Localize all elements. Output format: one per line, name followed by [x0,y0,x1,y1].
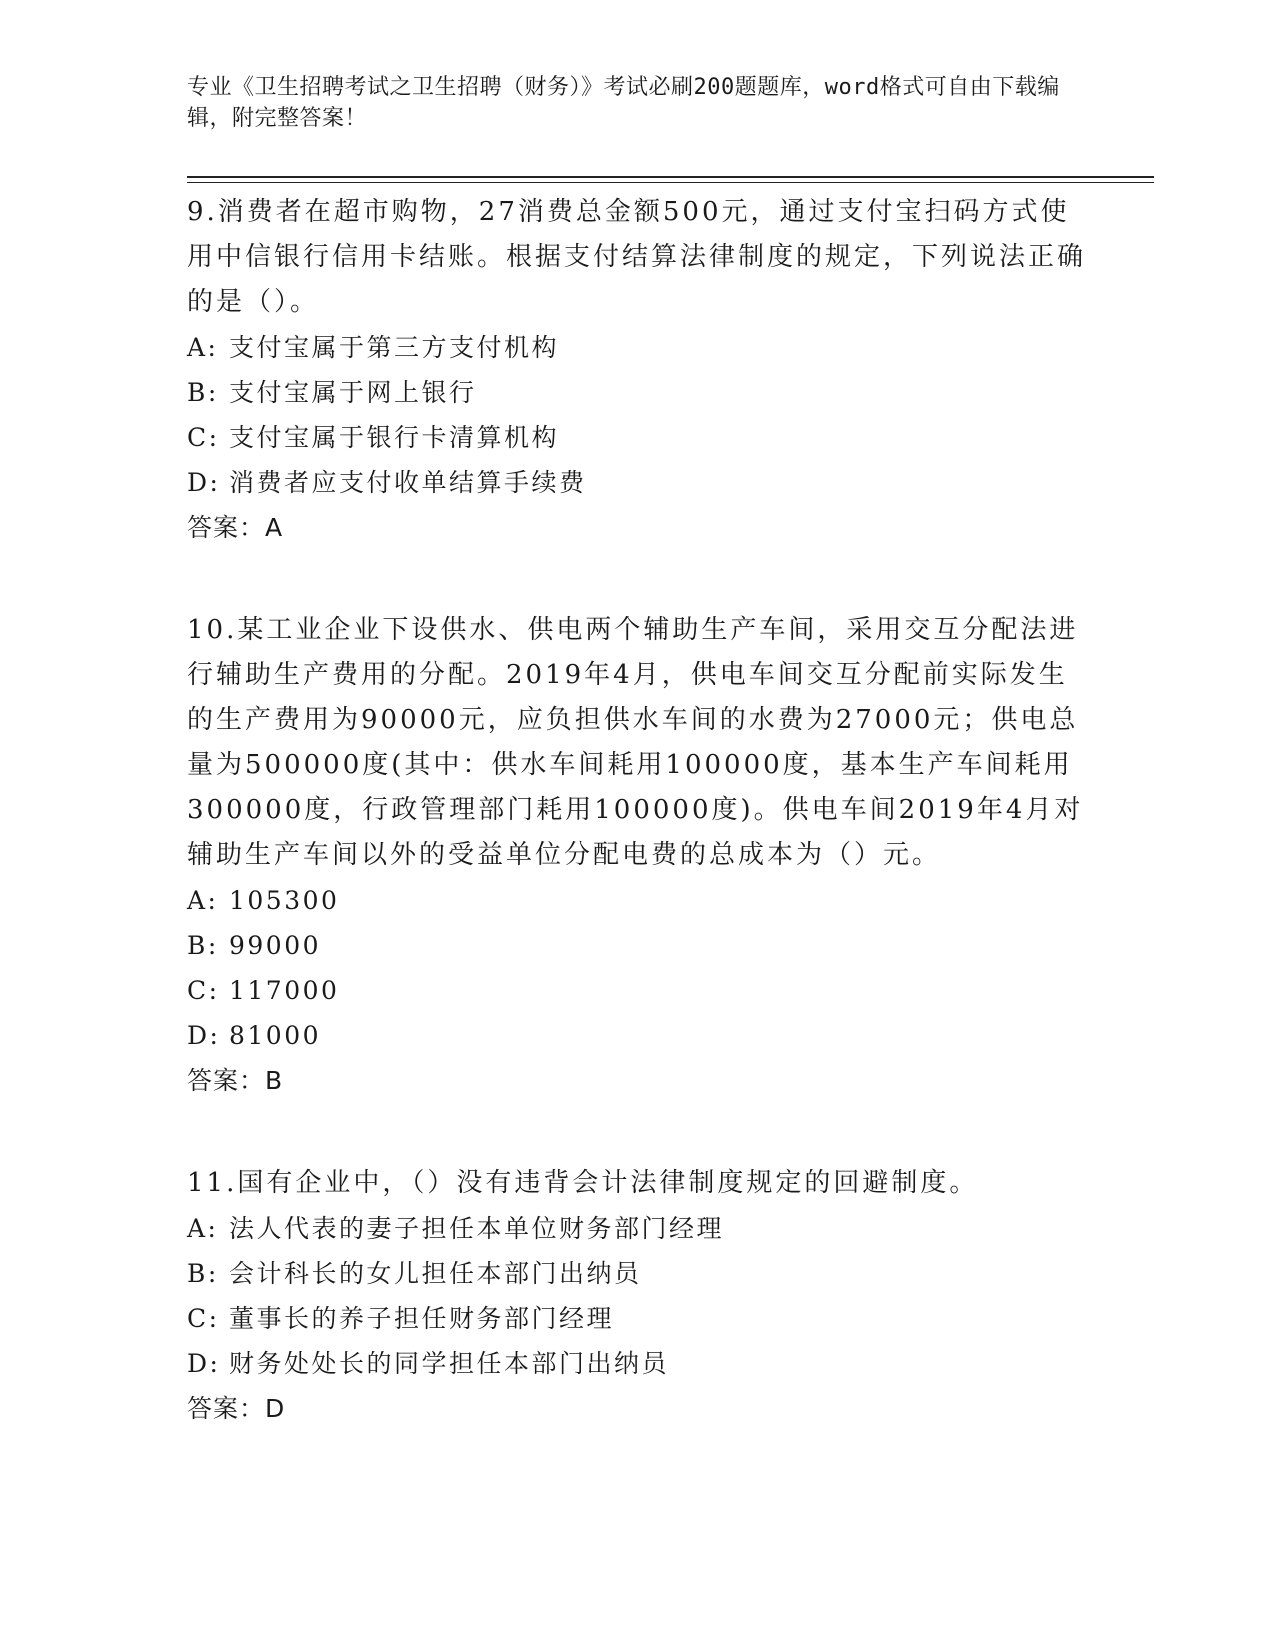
option-a [187,325,1087,370]
option-c [187,415,1087,460]
question-10 [187,608,1087,1103]
option-text: 董事长的养子担任财务部门经理 [229,1304,615,1333]
option-d [187,1341,1087,1386]
option-b [187,370,1087,415]
option-text: 支付宝属于第三方支付机构 [229,333,560,362]
option-key: A: [187,886,219,915]
option-text: 81000 [229,1021,322,1050]
header-rule-thin [187,182,1154,183]
option-text: 财务处处长的同学担任本部门出纳员 [229,1349,670,1378]
option-key: A: [187,1214,219,1243]
option-key: C: [187,1304,220,1333]
question-stem: 11.国有企业中，（）没有违背会计法律制度规定的回避制度。 [187,1168,979,1198]
option-a [187,878,1087,923]
option-d [187,1013,1087,1058]
answer-line: 答案：A [187,513,284,542]
option-text: 支付宝属于网上银行 [229,378,477,407]
option-text: 99000 [229,931,322,960]
option-a [187,1206,1087,1251]
answer-line: 答案：B [187,1066,284,1095]
answer-line: 答案：D [187,1394,286,1423]
option-text: 会计科长的女儿担任本部门出纳员 [229,1259,642,1288]
question-list [187,190,1087,1489]
document-header: 专业《卫生招聘考试之卫生招聘（财务）》考试必刷200题题库，word格式可自由下载编辑，附完整答案！ [187,75,1060,131]
option-text: 105300 [229,886,340,915]
option-key: D: [187,1021,221,1050]
option-d [187,460,1087,505]
option-key: A: [187,333,219,362]
question-stem: 9.消费者在超市购物，27消费总金额500元，通过支付宝扫码方式使用中信银行信用卡结账。根据支付结算法律制度的规定，下列说法正确的是（）。 [187,197,1087,317]
option-key: C: [187,423,220,452]
question-9 [187,190,1087,550]
option-text: 117000 [229,976,340,1005]
option-key: C: [187,976,220,1005]
option-b [187,923,1087,968]
option-key: B: [187,931,219,960]
option-text: 支付宝属于银行卡清算机构 [229,423,560,452]
option-text: 消费者应支付收单结算手续费 [229,468,587,497]
option-key: D: [187,1349,221,1378]
option-key: D: [187,468,221,497]
option-key: B: [187,1259,219,1288]
question-stem: 10.某工业企业下设供水、供电两个辅助生产车间，采用交互分配法进行辅助生产费用的分配。2019年4月，供电车间交互分配前实际发生的生产费用为90000元，应负担供水车间的水费为27000元；供电总量为500000度(其中：供水车间耗用100000度，基本生产车间耗用300000度，行政管理部门耗用100000度)。供电车间2019年4月对辅助生产车间以外的受益单位分配电费的总成本为（）元。 [187,615,1084,870]
option-b [187,1251,1087,1296]
option-c [187,968,1087,1013]
question-11 [187,1161,1087,1431]
option-text: 法人代表的妻子担任本单位财务部门经理 [229,1214,725,1243]
header-rule-thick [187,176,1154,178]
option-key: B: [187,378,219,407]
option-c [187,1296,1087,1341]
